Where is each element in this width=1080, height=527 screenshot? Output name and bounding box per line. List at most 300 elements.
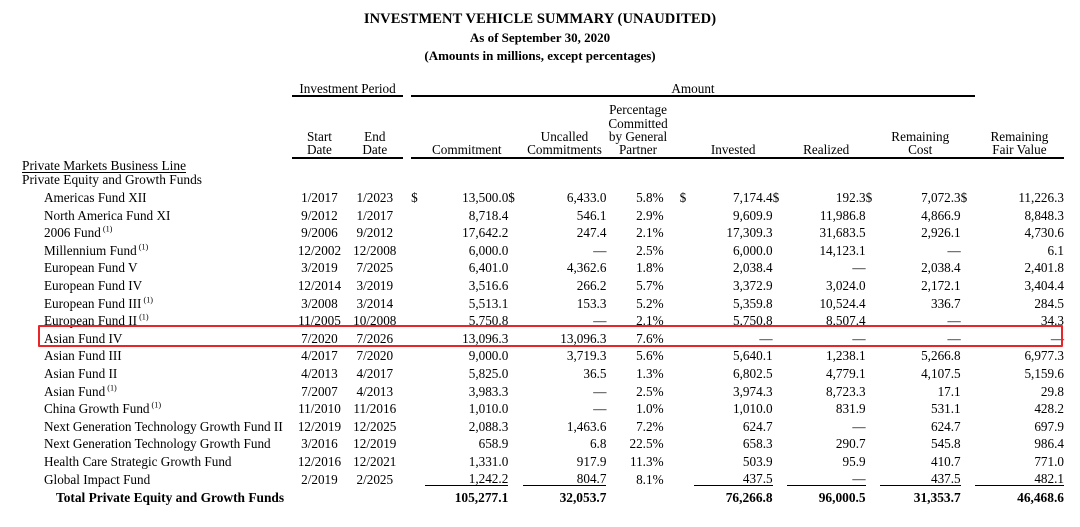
fund-name: Americas Fund XII [44, 190, 147, 206]
commitment-value: 1,242.2 [425, 468, 508, 486]
col-header-pct-l4: Partner [618, 142, 658, 158]
investment-vehicle-summary-table [22, 82, 1064, 505]
gap-cell [773, 486, 787, 505]
uncalled-value: 153.3 [576, 295, 607, 311]
footnote-marker: (1) [136, 242, 149, 252]
percentage-value: 5.7% [636, 278, 664, 293]
table-row [22, 415, 1064, 433]
gap-cell [403, 257, 411, 275]
col-header-remaining-fair-value [975, 103, 1064, 158]
uncalled-value: — [593, 383, 607, 399]
currency-symbol [680, 310, 694, 328]
currency-symbol [680, 239, 694, 257]
commitment-value: 3,983.3 [468, 383, 509, 399]
gap-cell [284, 222, 292, 240]
currency-symbol [773, 239, 787, 257]
currency-symbol: $ [865, 190, 873, 206]
end-date: 12/2025 [353, 418, 397, 434]
col-header-rfv-l1: Remaining [990, 129, 1049, 145]
start-date: 3/2019 [301, 260, 338, 276]
currency-symbol [680, 327, 694, 345]
currency-symbol [961, 433, 975, 451]
commitment-value: 17,642.2 [462, 225, 509, 241]
currency-symbol [773, 363, 787, 381]
gap-cell [284, 345, 292, 363]
remaining-cost-value: 2,172.1 [921, 278, 961, 293]
percentage-value: 1.3% [636, 365, 664, 381]
uncalled-value: — [593, 242, 607, 258]
currency-symbol [680, 292, 694, 310]
fund-name: Health Care Strategic Growth Fund [44, 453, 232, 469]
commitment-value: 5,825.0 [468, 365, 509, 381]
invested-value: 5,750.8 [733, 313, 773, 329]
currency-symbol [866, 222, 880, 240]
uncalled-value: 247.4 [576, 225, 607, 241]
currency-symbol [773, 415, 787, 433]
realized-value: — [852, 418, 866, 434]
table-row [22, 275, 1064, 293]
col-header-rfv-l2: Fair Value [992, 142, 1047, 158]
realized-value: 1,238.1 [826, 348, 866, 364]
currency-symbol [773, 327, 787, 345]
uncalled-value: 36.5 [583, 365, 607, 381]
start-date: 12/2016 [297, 453, 342, 469]
gap-cell [284, 451, 292, 469]
remaining-fair-value: 6,977.3 [1024, 348, 1064, 364]
currency-symbol [680, 398, 694, 416]
realized-value: 10,524.4 [819, 295, 866, 311]
realized-value: 8,723.3 [826, 383, 866, 399]
document-title: INVESTMENT VEHICLE SUMMARY (UNAUDITED) [363, 11, 717, 27]
currency-symbol [961, 345, 975, 363]
remaining-cost-value: 4,866.9 [921, 207, 961, 223]
group-header-amount: Amount [411, 82, 975, 96]
currency-symbol [508, 468, 522, 486]
currency-symbol [508, 415, 522, 433]
currency-symbol [961, 380, 975, 398]
col-header-uncalled-commitments [523, 103, 607, 158]
gap-cell [680, 486, 694, 505]
section-heading-row [22, 173, 1064, 186]
fund-name: European Fund II $^{(1)}$ [44, 312, 149, 329]
start-date: 3/2008 [301, 295, 338, 311]
currency-symbol [411, 327, 425, 345]
end-date: 3/2019 [356, 278, 394, 293]
start-date: 12/2019 [297, 418, 342, 434]
end-date: 9/2012 [356, 225, 394, 241]
remaining-fair-value: 11,226.3 [1018, 190, 1064, 206]
gap-cell [284, 327, 292, 345]
gap-cell [403, 292, 411, 310]
col-header-commitment: Commitment [425, 103, 508, 158]
gap-cell [411, 486, 425, 505]
currency-symbol [866, 292, 880, 310]
currency-symbol [961, 398, 975, 416]
commitment-value: 3,516.6 [468, 278, 509, 293]
currency-symbol [866, 415, 880, 433]
gap-cell [284, 204, 292, 222]
remaining-fair-value: 29.8 [1040, 383, 1064, 399]
gap-cell [403, 468, 411, 486]
currency-symbol [411, 398, 425, 416]
currency-symbol [866, 468, 880, 486]
fund-name: Asian Fund III [44, 348, 122, 364]
realized-value: 8,507.4 [826, 313, 866, 329]
currency-symbol [508, 363, 522, 381]
commitment-value: 658.9 [478, 436, 509, 452]
currency-symbol [961, 204, 975, 222]
remaining-fair-value: 6.1 [1047, 242, 1064, 258]
fund-name: European Fund III $^{(1)}$ [44, 295, 154, 311]
table-row [22, 433, 1064, 451]
gap-cell [403, 380, 411, 398]
currency-symbol [508, 292, 522, 310]
start-date: 9/2006 [301, 225, 338, 241]
currency-symbol: $ [960, 190, 968, 206]
gap-cell [284, 292, 292, 310]
start-date: 1/2017 [301, 190, 338, 206]
invested-value: 2,038.4 [733, 260, 773, 276]
currency-symbol [411, 222, 425, 240]
currency-symbol [508, 345, 522, 363]
commitment-value: 13,096.3 [462, 330, 509, 346]
table-row [22, 398, 1064, 416]
currency-symbol [866, 275, 880, 293]
currency-symbol [866, 327, 880, 345]
remaining-cost-value: — [947, 242, 961, 258]
commitment-value: 6,000.0 [468, 242, 509, 258]
gap-cell [284, 398, 292, 416]
end-date: 3/2014 [356, 295, 394, 311]
currency-symbol [508, 239, 522, 257]
currency-symbol [411, 204, 425, 222]
table-row [22, 327, 1064, 345]
end-date: 2/2025 [356, 471, 394, 487]
currency-symbol [680, 222, 694, 240]
start-date: 4/2017 [301, 348, 338, 364]
remaining-cost-value: 336.7 [930, 295, 961, 311]
currency-symbol [411, 345, 425, 363]
total-remaining-cost: 31,353.7 [913, 490, 961, 506]
remaining-fair-value: 284.5 [1034, 295, 1064, 311]
col-header-pct-l3: by General [608, 129, 668, 145]
currency-symbol [773, 292, 787, 310]
currency-symbol [961, 415, 975, 433]
percentage-value: 1.8% [636, 260, 664, 276]
currency-symbol [508, 257, 522, 275]
fund-name: Global Impact Fund [44, 471, 151, 487]
fund-name: North America Fund XI [44, 207, 171, 223]
gap-cell [403, 433, 411, 451]
currency-symbol [411, 310, 425, 328]
invested-value: 658.3 [742, 436, 773, 452]
realized-value: 290.7 [835, 436, 866, 452]
uncalled-value: 6,433.0 [566, 190, 607, 206]
percentage-value: 5.2% [636, 295, 664, 311]
end-date: 12/2008 [353, 242, 397, 258]
realized-value: 31,683.5 [819, 225, 866, 241]
remaining-cost-value: 5,266.8 [921, 348, 961, 364]
gap-cell [403, 327, 411, 345]
end-date: 1/2023 [356, 190, 394, 206]
currency-symbol [680, 415, 694, 433]
end-date: 1/2017 [356, 207, 394, 223]
invested-value: 6,802.5 [733, 365, 773, 381]
gap-cell [403, 398, 411, 416]
invested-value: 5,359.8 [733, 295, 773, 311]
gap-cell [284, 187, 292, 205]
table-row [22, 363, 1064, 381]
currency-symbol [961, 363, 975, 381]
table-row [22, 345, 1064, 363]
currency-symbol [961, 257, 975, 275]
currency-symbol [411, 380, 425, 398]
fund-name: Millennium Fund $^{(1)}$ [44, 242, 149, 258]
currency-symbol [773, 398, 787, 416]
gap-cell [403, 187, 411, 205]
currency-symbol [866, 257, 880, 275]
invested-value: 17,309.3 [726, 225, 773, 241]
percentage-value: 2.5% [636, 383, 664, 399]
percentage-value: 8.1% [636, 471, 664, 487]
start-date: 11/2010 [298, 401, 341, 417]
percentage-value: 7.6% [636, 330, 664, 346]
currency-symbol [961, 239, 975, 257]
uncalled-value: 917.9 [576, 453, 607, 469]
col-header-end-date [347, 103, 403, 158]
gap-cell [961, 486, 975, 505]
business-line-row [22, 158, 1064, 173]
fund-name: Next Generation Technology Growth Fund [44, 436, 271, 452]
footnote-marker: (1) [105, 383, 117, 393]
table-row [22, 451, 1064, 469]
invested-value: 1,010.0 [733, 401, 773, 417]
fund-name: Next Generation Technology Growth Fund II [44, 418, 283, 434]
currency-symbol [508, 204, 522, 222]
table-row [22, 310, 1064, 328]
invested-value: 6,000.0 [733, 242, 773, 258]
footnote-marker: (1) [137, 312, 149, 322]
remaining-cost-value: 2,038.4 [921, 260, 961, 276]
gap-cell [403, 451, 411, 469]
currency-symbol: $ [679, 190, 687, 206]
commitment-value: 8,718.4 [468, 207, 509, 223]
end-date: 7/2020 [356, 348, 394, 364]
col-header-start-date [292, 103, 346, 158]
table-row [22, 257, 1064, 275]
realized-value: 192.3 [835, 190, 866, 206]
col-header-end-date-l2: Date [362, 142, 388, 158]
gap-cell [284, 468, 292, 486]
fund-name: Asian Fund II [44, 365, 118, 381]
total-remaining-fair-value: 46,468.6 [1017, 490, 1064, 506]
invested-value: 7,174.4 [733, 190, 773, 206]
remaining-cost-value: 410.7 [930, 453, 961, 469]
fund-name: European Fund V [44, 260, 138, 276]
remaining-fair-value: 34.3 [1040, 313, 1064, 329]
gap-cell [403, 204, 411, 222]
remaining-fair-value: 4,730.6 [1024, 225, 1064, 241]
currency-symbol [508, 398, 522, 416]
footnote-marker: (1) [141, 295, 154, 305]
gap-cell [292, 486, 346, 505]
realized-value: 4,779.1 [826, 365, 866, 381]
end-date: 4/2013 [356, 383, 394, 399]
table-group-header-row [22, 82, 1064, 96]
currency-symbol [680, 204, 694, 222]
gap-cell [403, 239, 411, 257]
start-date: 7/2007 [301, 383, 338, 399]
fund-name: 2006 Fund $^{(1)}$ [44, 224, 113, 241]
remaining-cost-value: 545.8 [930, 436, 961, 452]
remaining-fair-value: 8,848.3 [1024, 207, 1064, 223]
currency-symbol [961, 468, 975, 486]
business-line-label: Private Markets Business Line [22, 157, 187, 173]
currency-symbol [773, 345, 787, 363]
currency-symbol [680, 345, 694, 363]
currency-symbol [961, 222, 975, 240]
commitment-value: 5,750.8 [468, 313, 509, 329]
currency-symbol [866, 398, 880, 416]
start-date: 11/2005 [298, 313, 341, 329]
currency-symbol [680, 363, 694, 381]
currency-symbol [680, 380, 694, 398]
total-label: Total Private Equity and Growth Funds [56, 490, 285, 506]
commitment-value: 1,331.0 [468, 453, 509, 469]
currency-symbol: $ [508, 190, 515, 206]
percentage-value: 2.1% [636, 313, 664, 329]
invested-value: 3,372.9 [733, 278, 773, 293]
gap-cell [508, 486, 522, 505]
currency-symbol [508, 327, 522, 345]
percentage-value: 2.1% [636, 225, 664, 241]
realized-value: — [852, 260, 866, 276]
start-date: 3/2016 [301, 436, 338, 452]
currency-symbol [773, 275, 787, 293]
percentage-value: 5.6% [636, 348, 664, 364]
table-row [22, 380, 1064, 398]
remaining-fair-value: 482.1 [975, 468, 1064, 486]
start-date: 2/2019 [301, 471, 338, 487]
col-header-start-date-l1: Start [306, 129, 332, 145]
table-total-row [22, 486, 1064, 505]
gap-cell [347, 486, 403, 505]
gap-cell [284, 415, 292, 433]
total-percentage [606, 486, 679, 505]
col-header-remaining-cost [880, 103, 961, 158]
uncalled-value: — [593, 313, 607, 329]
percentage-value: 5.8% [636, 190, 664, 206]
realized-value: — [787, 468, 866, 486]
remaining-fair-value: 5,159.6 [1024, 365, 1064, 381]
realized-value: 831.9 [835, 401, 866, 417]
table-row [22, 187, 1064, 205]
currency-symbol [961, 310, 975, 328]
end-date: 7/2025 [356, 260, 394, 276]
currency-symbol [773, 468, 787, 486]
currency-symbol [773, 310, 787, 328]
currency-symbol [411, 415, 425, 433]
percentage-value: 1.0% [636, 401, 664, 417]
currency-symbol [961, 327, 975, 345]
invested-value: 5,640.1 [733, 348, 773, 364]
percentage-value: 7.2% [636, 418, 664, 434]
currency-symbol [411, 433, 425, 451]
currency-symbol [508, 310, 522, 328]
currency-symbol [680, 433, 694, 451]
currency-symbol [508, 380, 522, 398]
currency-symbol [961, 292, 975, 310]
gap-cell [284, 275, 292, 293]
gap-cell [403, 345, 411, 363]
percentage-value: 2.5% [636, 242, 664, 258]
col-header-end-date-l1: End [364, 129, 386, 145]
col-header-rc-l2: Cost [908, 142, 933, 158]
document-as-of-date: As of September 30, 2020 [469, 30, 611, 45]
currency-symbol [773, 257, 787, 275]
gap-cell [284, 433, 292, 451]
percentage-value: 2.9% [636, 207, 664, 223]
invested-value: 503.9 [742, 453, 773, 469]
currency-symbol [866, 433, 880, 451]
currency-symbol [773, 204, 787, 222]
remaining-cost-value: 7,072.3 [921, 190, 961, 206]
currency-symbol [411, 451, 425, 469]
fund-name: Asian Fund IV [44, 330, 123, 346]
uncalled-value: 13,096.3 [560, 330, 607, 346]
realized-value: 95.9 [842, 453, 866, 469]
currency-symbol [411, 239, 425, 257]
currency-symbol [866, 380, 880, 398]
footnote-marker: (1) [100, 224, 113, 234]
currency-symbol [680, 275, 694, 293]
uncalled-value: 804.7 [523, 468, 607, 486]
start-date: 9/2012 [301, 207, 338, 223]
gap-cell [403, 310, 411, 328]
remaining-fair-value: 697.9 [1034, 418, 1064, 434]
currency-symbol [773, 451, 787, 469]
gap-cell [403, 486, 411, 505]
fund-name: Asian Fund $^{(1)}$ [44, 383, 117, 399]
remaining-cost-value: 437.5 [880, 468, 961, 486]
currency-symbol [866, 345, 880, 363]
uncalled-value: 266.2 [576, 278, 607, 293]
gap-cell [284, 363, 292, 381]
currency-symbol [773, 433, 787, 451]
col-header-rc-l1: Remaining [891, 129, 950, 145]
invested-value: 624.7 [742, 418, 773, 434]
end-date: 12/2019 [353, 436, 397, 452]
total-commitment: 105,277.1 [454, 490, 509, 506]
col-header-pct-l2: Committed [608, 115, 668, 131]
table-row [22, 468, 1064, 486]
remaining-fair-value: 986.4 [1034, 436, 1064, 452]
end-date: 7/2026 [356, 330, 394, 346]
currency-symbol [866, 204, 880, 222]
currency-symbol [773, 380, 787, 398]
table-row [22, 222, 1064, 240]
uncalled-value: — [593, 401, 607, 417]
remaining-fair-value: 2,401.8 [1024, 260, 1064, 276]
remaining-cost-value: 4,107.5 [921, 365, 961, 381]
currency-symbol [866, 363, 880, 381]
invested-value: 437.5 [694, 468, 773, 486]
percentage-value: 11.3% [629, 453, 664, 469]
currency-symbol [508, 433, 522, 451]
start-date: 4/2013 [301, 365, 338, 381]
commitment-value: 13,500.0 [462, 190, 509, 206]
start-date: 12/2014 [297, 278, 342, 293]
